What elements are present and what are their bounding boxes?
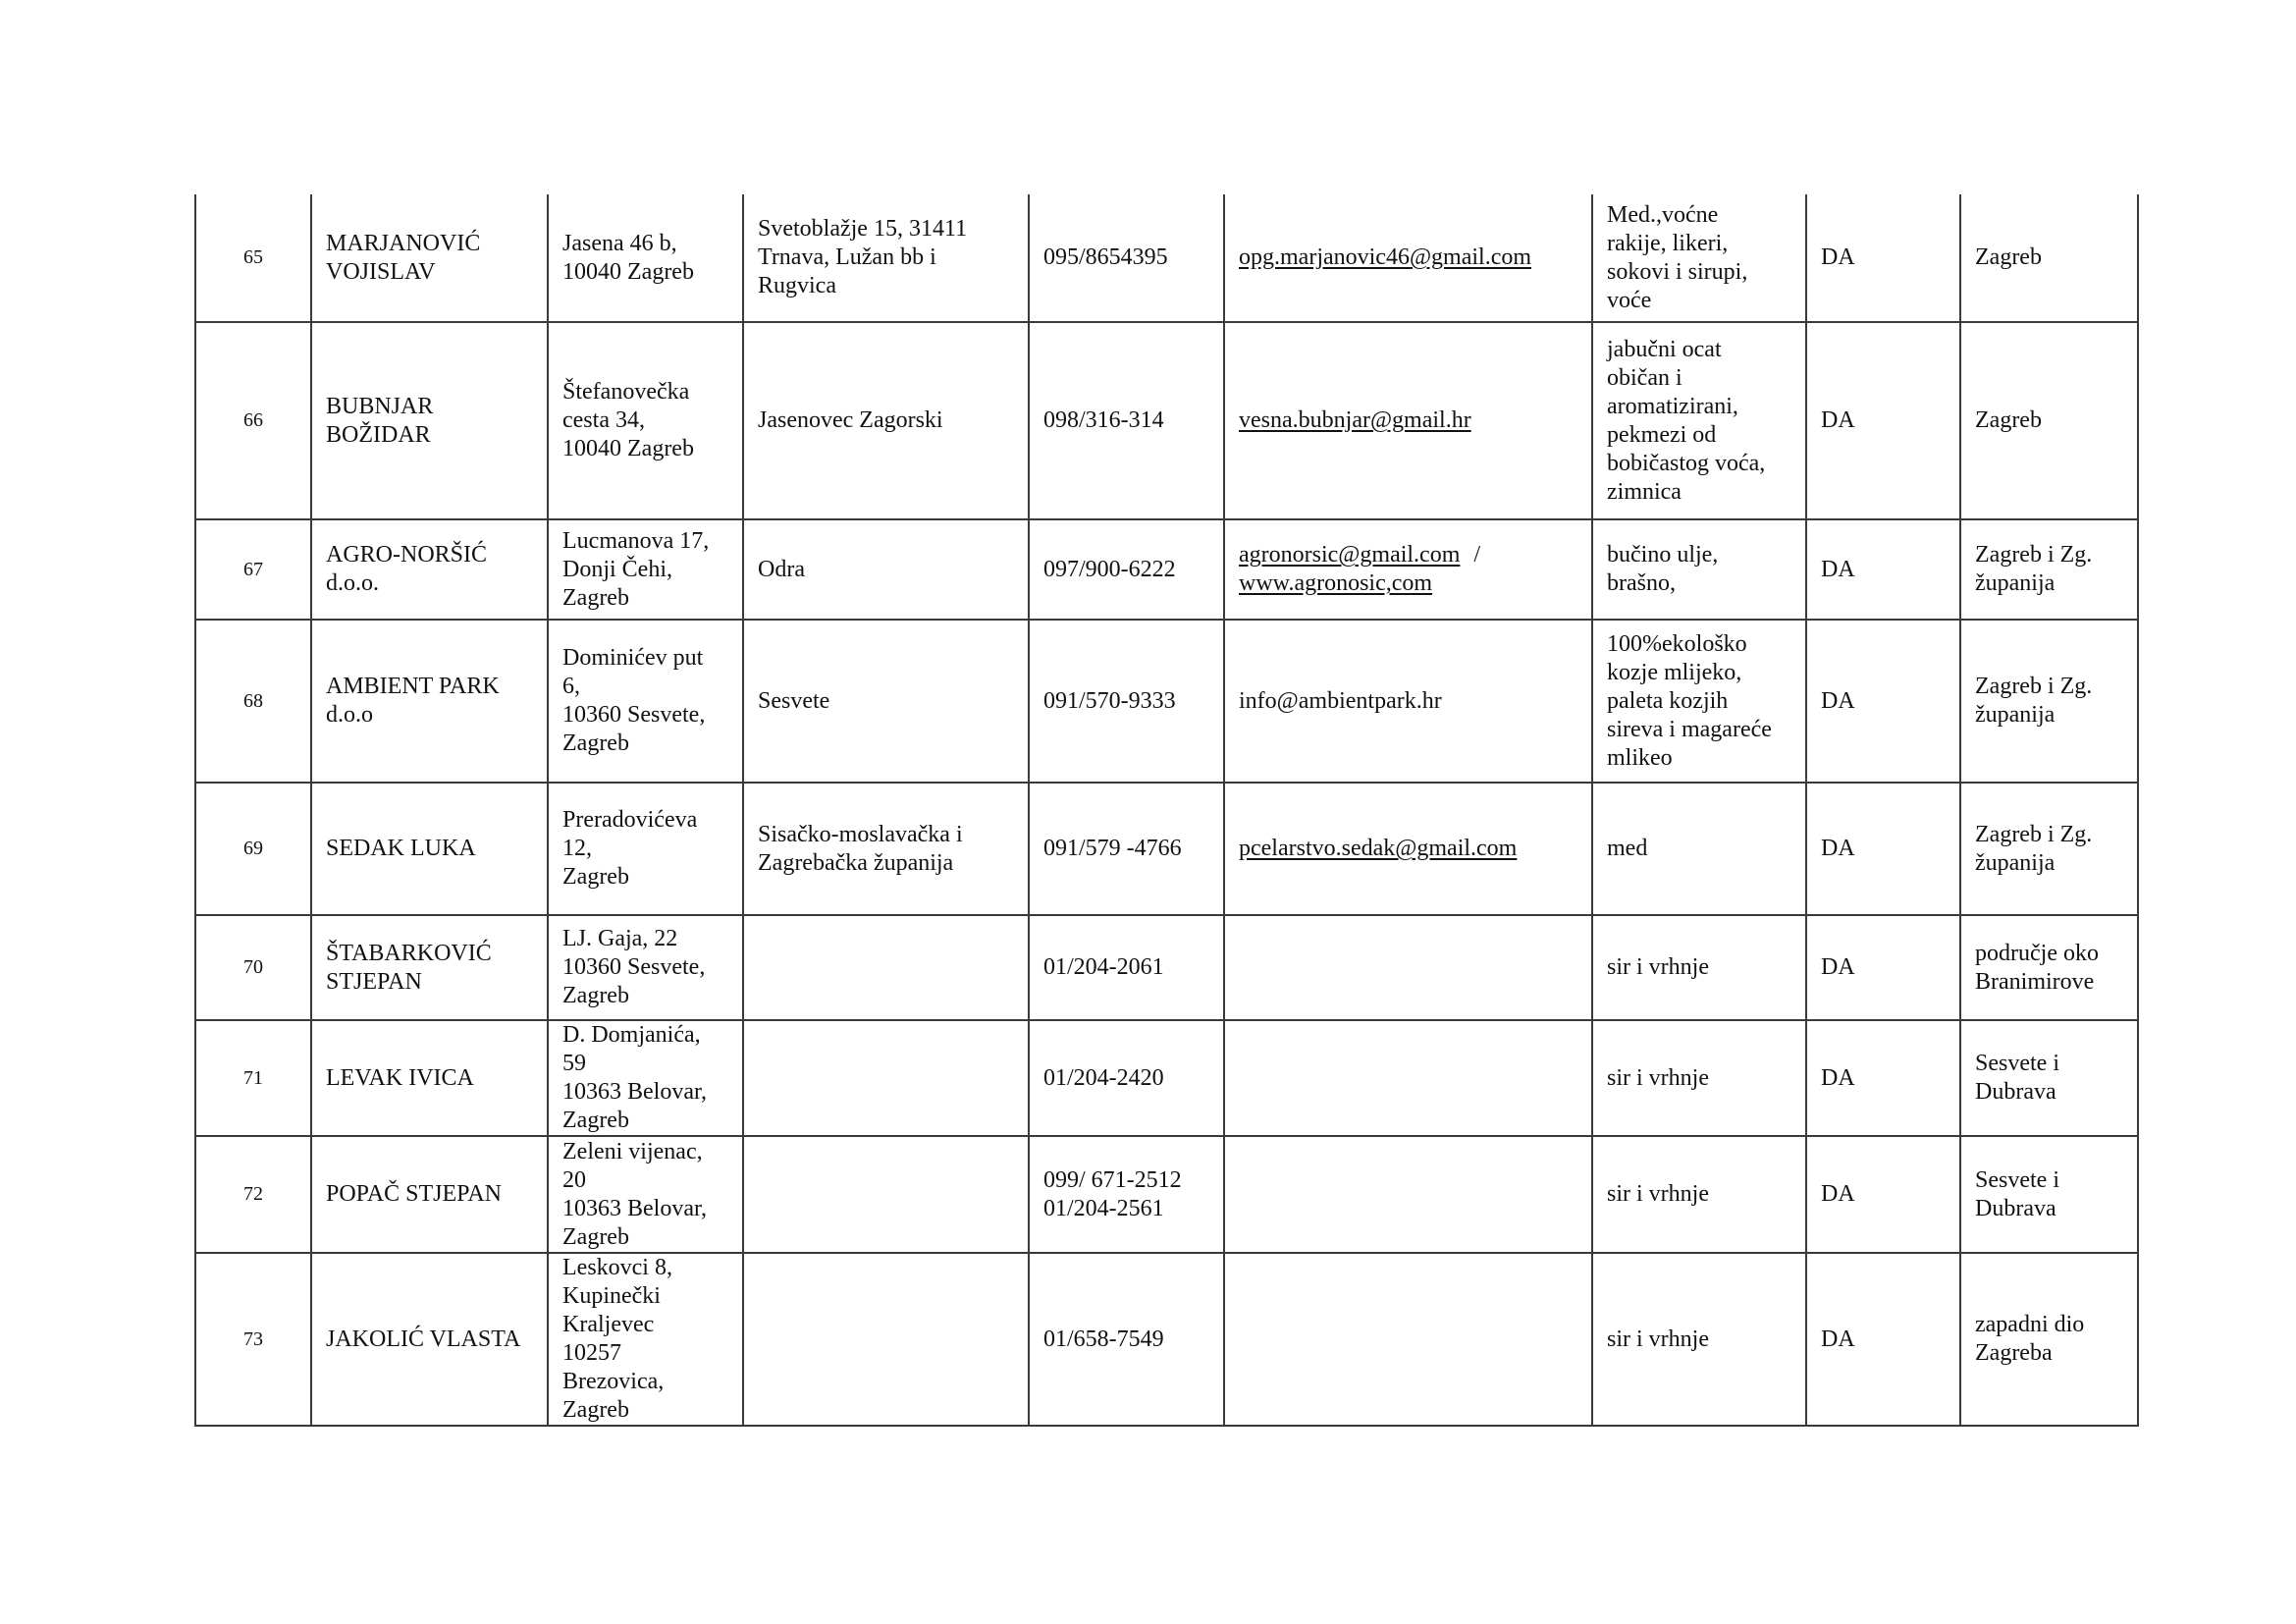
cell-line: 12,	[562, 836, 592, 861]
cell-line: ŠTABARKOVIĆ	[326, 940, 492, 966]
production-location-cell	[743, 1253, 1029, 1426]
sales-area-cell	[1960, 519, 2138, 620]
cell-line: Kraljevec	[562, 1312, 655, 1337]
address-cell	[548, 519, 743, 620]
email-cell	[1224, 1020, 1592, 1136]
cell-line: Zagreb	[1975, 244, 2042, 270]
cell-line: sir i vrhnje	[1607, 1326, 1709, 1352]
cell-line: 10360 Sesvete,	[562, 954, 706, 980]
sales-area-cell	[1960, 322, 2138, 519]
cell-line: Zagrebačka županija	[758, 849, 954, 876]
products-cell	[1592, 1253, 1806, 1426]
products-cell	[1592, 519, 1806, 620]
sales-area-cell	[1960, 1253, 2138, 1426]
producer-name-cell	[311, 915, 548, 1020]
table-row	[195, 194, 2138, 322]
row-number: 71	[195, 1020, 311, 1136]
cell-line: POPAČ STJEPAN	[326, 1181, 502, 1207]
address-cell	[548, 915, 743, 1020]
cell-line: d.o.o	[326, 702, 373, 728]
products-cell	[1592, 194, 1806, 322]
cell-line: Svetoblažje 15, 31411	[758, 216, 968, 242]
table-row	[195, 1253, 2138, 1426]
cell-line: Zagreb	[1975, 407, 2042, 433]
producer-name-cell	[311, 322, 548, 519]
sales-area-cell	[1960, 1020, 2138, 1136]
cell-line: cesta 34,	[562, 407, 645, 433]
sales-area-cell	[1960, 915, 2138, 1020]
cell-line: mlikeo	[1607, 744, 1673, 771]
email-text: info@ambientpark.hr	[1239, 687, 1442, 714]
cell-line: BUBNJAR	[326, 393, 434, 419]
production-location-cell	[743, 1136, 1029, 1253]
table-row	[195, 915, 2138, 1020]
address-cell	[548, 322, 743, 519]
cell-line: Zagreb i Zg.	[1975, 542, 2093, 568]
cell-line: Zagreb	[562, 1223, 629, 1250]
phone-cell	[1029, 1253, 1224, 1426]
cell-line: d.o.o.	[326, 570, 379, 596]
producer-name-cell	[311, 620, 548, 783]
production-location-cell	[743, 1020, 1029, 1136]
products-cell	[1592, 915, 1806, 1020]
cell-line: Zagreb i Zg.	[1975, 821, 2093, 847]
cell-line: 100%ekološko	[1607, 630, 1747, 657]
phone-cell	[1029, 322, 1224, 519]
cell-line: Zeleni vijenac,	[562, 1138, 703, 1164]
cell-line: županija	[1975, 702, 2056, 728]
cell-line: sir i vrhnje	[1607, 1064, 1709, 1091]
producer-name-cell	[311, 519, 548, 620]
cell-line: JAKOLIĆ VLASTA	[326, 1326, 521, 1352]
cell-line: BOŽIDAR	[326, 421, 431, 448]
production-location-cell	[743, 519, 1029, 620]
cell-line: STJEPAN	[326, 968, 422, 995]
phone-cell	[1029, 1136, 1224, 1253]
cell-line: 091/570-9333	[1043, 687, 1176, 714]
email-cell	[1224, 519, 1592, 620]
approval-cell: DA	[1806, 519, 1960, 620]
cell-line: 20	[562, 1166, 586, 1193]
products-cell	[1592, 620, 1806, 783]
producer-name-cell	[311, 194, 548, 322]
cell-line: Jasenovec Zagorski	[758, 407, 943, 433]
row-number: 69	[195, 783, 311, 915]
cell-line: Sesvete i	[1975, 1051, 2059, 1076]
email-cell	[1224, 1253, 1592, 1426]
cell-line: MARJANOVIĆ	[326, 230, 481, 256]
cell-line: 01/204-2561	[1043, 1195, 1164, 1221]
cell-line: Preradovićeva	[562, 807, 698, 833]
cell-line: Odra	[758, 556, 805, 582]
cell-line: bučino ulje,	[1607, 542, 1719, 568]
cell-line: županija	[1975, 849, 2056, 876]
cell-line: 10040 Zagreb	[562, 436, 694, 461]
phone-cell	[1029, 620, 1224, 783]
producer-name-cell	[311, 1253, 548, 1426]
cell-line: 01/658-7549	[1043, 1326, 1164, 1352]
cell-line: 099/ 671-2512	[1043, 1166, 1182, 1193]
email-cell	[1224, 620, 1592, 783]
table-row	[195, 1136, 2138, 1253]
production-location-cell	[743, 783, 1029, 915]
sales-area-cell	[1960, 194, 2138, 322]
email-cell	[1224, 322, 1592, 519]
cell-line: 01/204-2420	[1043, 1064, 1164, 1091]
cell-line: Zagreb	[562, 1108, 629, 1133]
producer-registry-table	[194, 194, 2139, 1427]
cell-line: 097/900-6222	[1043, 556, 1176, 582]
cell-line: SEDAK LUKA	[326, 836, 476, 861]
email-cell	[1224, 783, 1592, 915]
products-cell	[1592, 783, 1806, 915]
production-location-cell	[743, 194, 1029, 322]
cell-line: sir i vrhnje	[1607, 954, 1709, 980]
cell-line: 098/316-314	[1043, 407, 1164, 433]
cell-line: D. Domjanića,	[562, 1022, 701, 1048]
email-link[interactable]: opg.marjanovic46@gmail.com	[1239, 244, 1532, 270]
cell-line: 59	[562, 1051, 586, 1076]
products-cell	[1592, 322, 1806, 519]
phone-cell	[1029, 783, 1224, 915]
cell-line: 10363 Belovar,	[562, 1079, 708, 1105]
row-number: 72	[195, 1136, 311, 1253]
cell-line: voće	[1607, 287, 1652, 313]
cell-line: sokovi i sirupi,	[1607, 258, 1748, 285]
cell-line: Dominićev put	[562, 645, 704, 671]
row-number: 70	[195, 915, 311, 1020]
approval-cell: DA	[1806, 915, 1960, 1020]
cell-line: 091/579 -4766	[1043, 836, 1182, 861]
cell-line: LEVAK IVICA	[326, 1064, 474, 1091]
email-cell	[1224, 1136, 1592, 1253]
producer-name-cell	[311, 1020, 548, 1136]
cell-line: područje oko	[1975, 940, 2099, 966]
cell-line: 01/204-2061	[1043, 954, 1164, 980]
cell-line: pekmezi od	[1607, 421, 1717, 448]
sales-area-cell	[1960, 1136, 2138, 1253]
cell-line: bobičastog voća,	[1607, 450, 1766, 476]
approval-cell: DA	[1806, 194, 1960, 322]
cell-line: običan i	[1607, 364, 1682, 391]
cell-line: županija	[1975, 570, 2056, 596]
cell-line: 10360 Sesvete,	[562, 702, 706, 728]
cell-line: Sesvete	[758, 687, 830, 714]
cell-line: Brezovica,	[562, 1369, 665, 1394]
cell-line: VOJISLAV	[326, 258, 436, 285]
cell-line: Sesvete i	[1975, 1166, 2059, 1193]
cell-line: 10257	[562, 1340, 621, 1366]
production-location-cell	[743, 322, 1029, 519]
cell-line: Med.,voćne	[1607, 201, 1719, 228]
cell-line: Dubrava	[1975, 1079, 2056, 1105]
approval-cell: DA	[1806, 1020, 1960, 1136]
cell-line: Zagreb i Zg.	[1975, 674, 2093, 699]
email-cell	[1224, 194, 1592, 322]
address-cell	[548, 620, 743, 783]
approval-cell: DA	[1806, 1253, 1960, 1426]
cell-line: Zagreb	[562, 983, 629, 1008]
cell-line: Trnava, Lužan bb i	[758, 244, 936, 270]
cell-line: kozje mlijeko,	[1607, 659, 1742, 685]
cell-line: Rugvica	[758, 273, 836, 298]
cell-line: Zagreb	[562, 864, 629, 890]
approval-cell: DA	[1806, 783, 1960, 915]
row-number: 65	[195, 194, 311, 322]
cell-line: 10040 Zagreb	[562, 258, 694, 285]
phone-cell	[1029, 194, 1224, 322]
cell-line: Branimirove	[1975, 968, 2095, 995]
cell-line: zimnica	[1607, 478, 1682, 505]
phone-cell	[1029, 519, 1224, 620]
email-separator: /	[1473, 542, 1481, 568]
phone-cell	[1029, 915, 1224, 1020]
cell-line: 095/8654395	[1043, 244, 1168, 270]
cell-line: sir i vrhnje	[1607, 1181, 1709, 1207]
email-link[interactable]: vesna.bubnjar@gmail.hr	[1239, 407, 1471, 433]
table-row	[195, 322, 2138, 519]
address-cell	[548, 1136, 743, 1253]
cell-line: jabučni ocat	[1607, 336, 1722, 362]
cell-line: Sisačko-moslavačka i	[758, 821, 963, 847]
address-cell	[548, 1020, 743, 1136]
cell-line: med	[1607, 836, 1648, 861]
row-number: 73	[195, 1253, 311, 1426]
row-number: 66	[195, 322, 311, 519]
email-link[interactable]: pcelarstvo.sedak@gmail.com	[1239, 836, 1518, 861]
cell-line: Kupinečki	[562, 1283, 661, 1309]
cell-line: 6,	[562, 674, 580, 699]
sales-area-cell	[1960, 620, 2138, 783]
cell-line: Štefanovečka	[562, 379, 690, 405]
table-row	[195, 1020, 2138, 1136]
cell-line: Zagreb	[562, 584, 629, 611]
cell-line: 10363 Belovar,	[562, 1195, 708, 1221]
cell-line: zapadni dio	[1975, 1312, 2085, 1337]
cell-line: Zagreba	[1975, 1340, 2053, 1366]
cell-line: Zagreb	[562, 731, 629, 756]
address-cell	[548, 783, 743, 915]
row-number: 68	[195, 620, 311, 783]
table-row	[195, 519, 2138, 620]
approval-cell: DA	[1806, 620, 1960, 783]
approval-cell: DA	[1806, 322, 1960, 519]
website-link[interactable]: www.agronosic,com	[1239, 570, 1433, 596]
cell-line: rakije, likeri,	[1607, 230, 1729, 256]
email-link[interactable]: agronorsic@gmail.com	[1239, 542, 1461, 568]
registry-body	[195, 194, 2138, 1426]
approval-cell: DA	[1806, 1136, 1960, 1253]
cell-line: Dubrava	[1975, 1195, 2056, 1221]
cell-line: Leskovci 8,	[562, 1255, 672, 1280]
address-cell	[548, 1253, 743, 1426]
cell-line: Donji Čehi,	[562, 556, 672, 582]
row-number: 67	[195, 519, 311, 620]
cell-line: aromatizirani,	[1607, 393, 1738, 419]
cell-line: AMBIENT PARK	[326, 674, 500, 699]
address-cell	[548, 194, 743, 322]
cell-line: LJ. Gaja, 22	[562, 926, 678, 951]
email-cell	[1224, 915, 1592, 1020]
table-row	[195, 620, 2138, 783]
producer-name-cell	[311, 1136, 548, 1253]
production-location-cell	[743, 915, 1029, 1020]
phone-cell	[1029, 1020, 1224, 1136]
cell-line: AGRO-NORŠIĆ	[326, 542, 488, 568]
products-cell	[1592, 1020, 1806, 1136]
cell-line: brašno,	[1607, 570, 1676, 596]
sales-area-cell	[1960, 783, 2138, 915]
cell-line: sireva i magareće	[1607, 716, 1772, 742]
cell-line: Zagreb	[562, 1397, 629, 1423]
cell-line: paleta kozjih	[1607, 687, 1729, 714]
table-row	[195, 783, 2138, 915]
products-cell	[1592, 1136, 1806, 1253]
cell-line: Jasena 46 b,	[562, 230, 677, 256]
cell-line: Lucmanova 17,	[562, 527, 710, 554]
producer-name-cell	[311, 783, 548, 915]
production-location-cell	[743, 620, 1029, 783]
